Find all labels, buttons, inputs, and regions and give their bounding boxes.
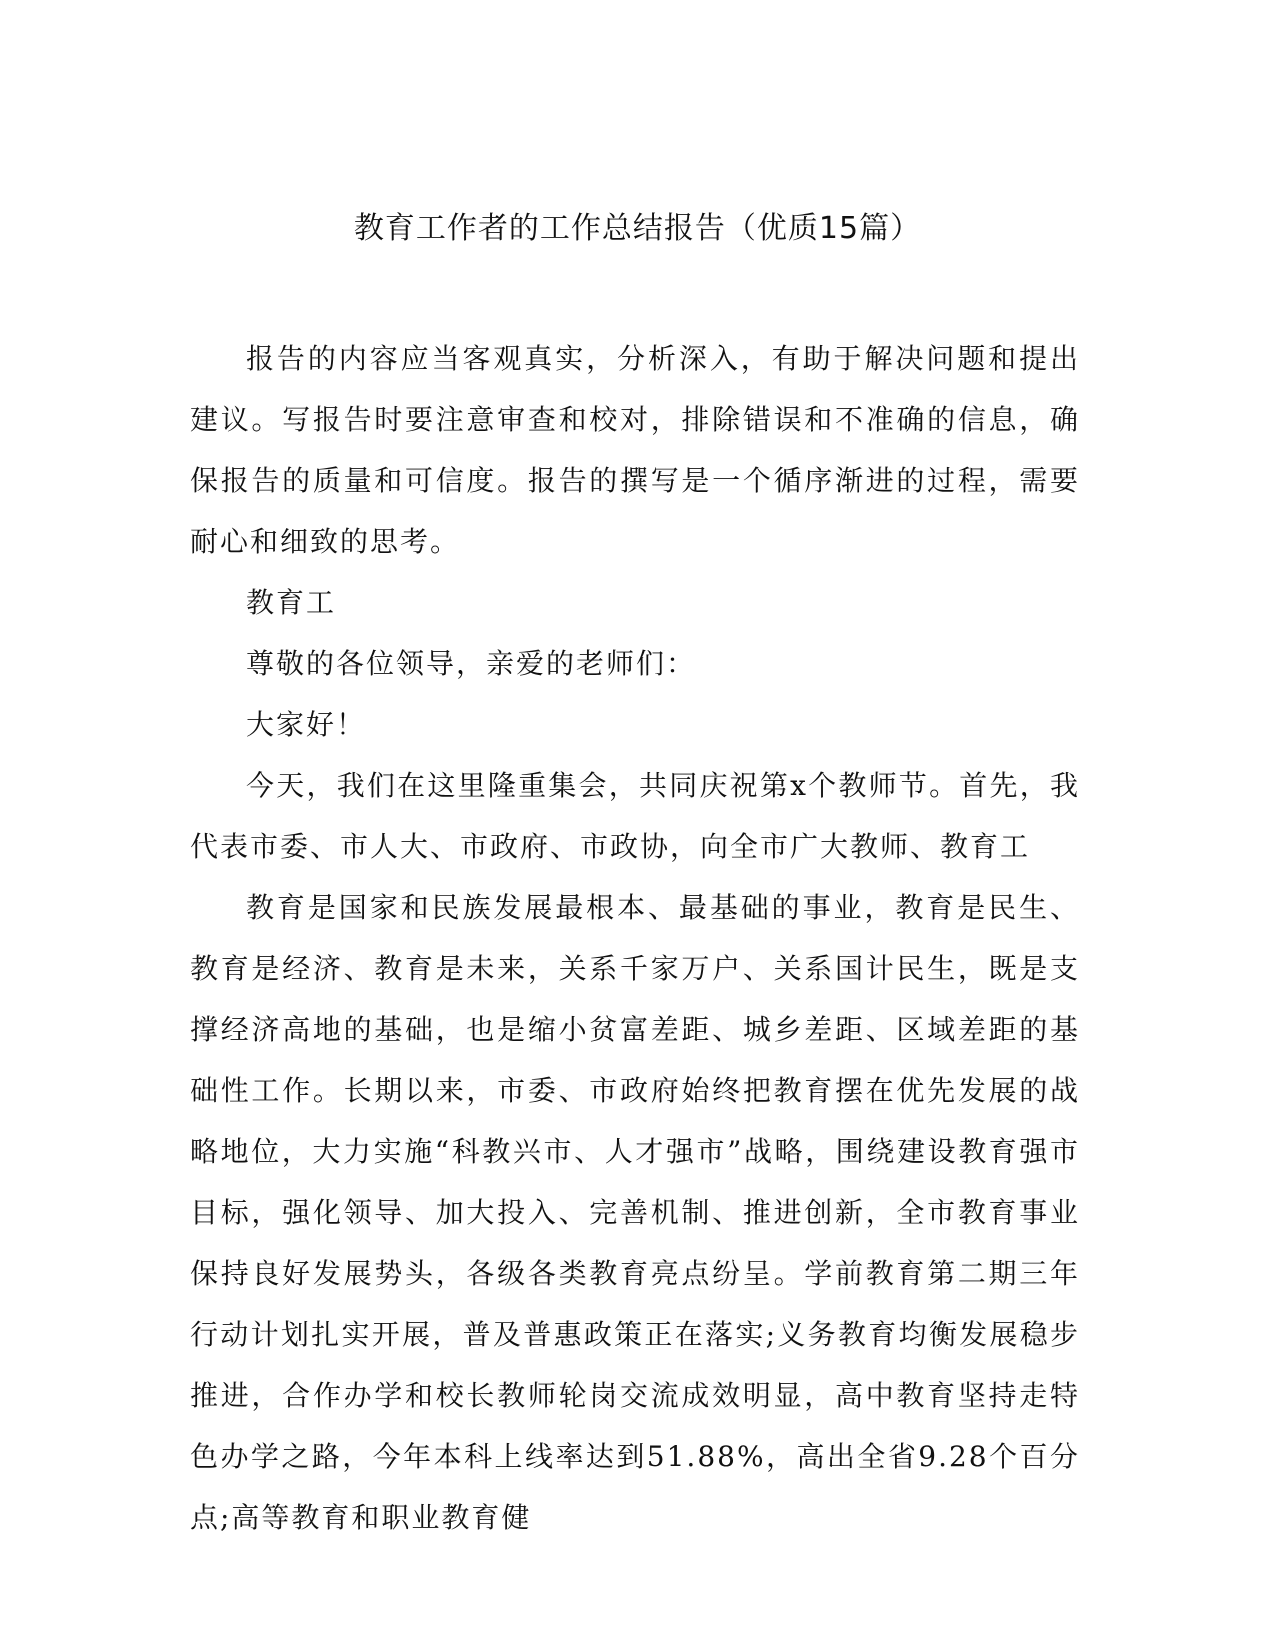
paragraph-greeting: 大家好！ <box>246 708 367 741</box>
paragraph-opening: 今天，我们在这里隆重集会，共同庆祝第x个教师节。首先，我代表市委、市人大、市政府、市政协，向全市广大教师、教育工 <box>190 769 1080 863</box>
paragraph-section-heading: 教育工 <box>246 586 337 619</box>
paragraph-education-overview: 教育是国家和民族发展最根本、最基础的事业，教育是民生、教育是经济、教育是未来，关系千家万户、关系国计民生，既是支撑经济高地的基础，也是缩小贫富差距、城乡差距、区域差距的基础性工作。长期以来，市委、市政府始终把教育摆在优先发展的战略地位，大力实施“科教兴市、人才强市”战略，围绕建设教育强市目标，强化领导、加大投入、完善机制、推进创新，全市教育事业保持良好发展势头，各级各类教育亮点纷呈。学前教育第二期三年行动计划扎实开展，普及普惠政策正在落实;义务教育均衡发展稳步推进，合作办学和校长教师轮岗交流成效明显，高中教育坚持走特色办学之路，今年本科上线率达到51.88%，高出全省9.28个百分点;高等教育和职业教育健 <box>190 891 1080 1534</box>
document-body <box>190 328 1080 1548</box>
document-title: 教育工作者的工作总结报告（优质15篇） <box>353 211 922 246</box>
paragraph-intro: 报告的内容应当客观真实，分析深入，有助于解决问题和提出建议。写报告时要注意审查和校对，排除错误和不准确的信息，确保报告的质量和可信度。报告的撰写是一个循序渐进的过程，需要耐心和细致的思考。 <box>190 342 1080 558</box>
paragraph-salutation: 尊敬的各位领导，亲爱的老师们： <box>246 647 697 680</box>
